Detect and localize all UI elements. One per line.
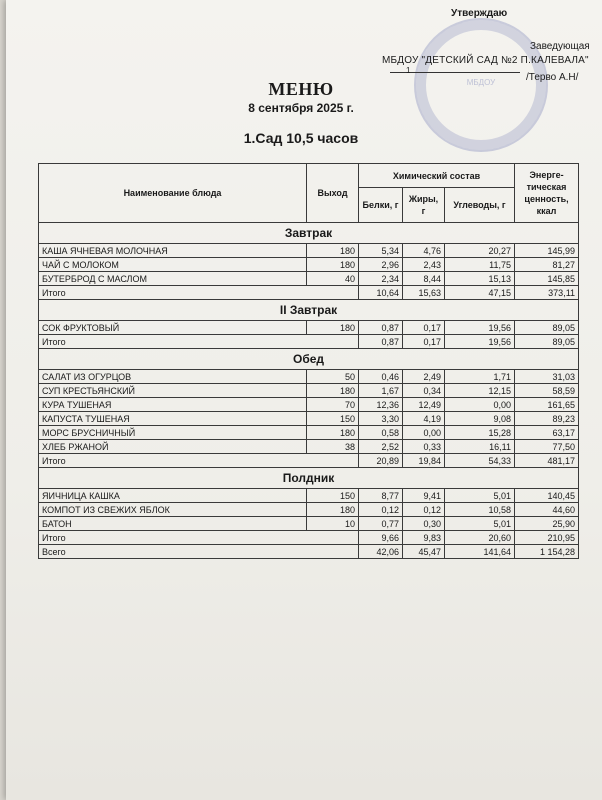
dish-protein: 12,36 <box>359 398 403 412</box>
dish-yield: 180 <box>307 426 359 440</box>
total-label: Итого <box>39 286 359 300</box>
column-header-energy: Энерге-тическая ценность, ккал <box>515 164 579 223</box>
dish-name: КОМПОТ ИЗ СВЕЖИХ ЯБЛОК <box>39 503 307 517</box>
column-header-name: Наименование блюда <box>39 164 307 223</box>
total-energy: 89,05 <box>515 335 579 349</box>
dish-yield: 180 <box>307 503 359 517</box>
dish-yield: 180 <box>307 321 359 335</box>
dish-yield: 180 <box>307 384 359 398</box>
dish-carbs: 12,15 <box>445 384 515 398</box>
dish-carbs: 5,01 <box>445 517 515 531</box>
total-carbs: 47,15 <box>445 286 515 300</box>
dish-row <box>39 272 579 286</box>
dish-name: КУРА ТУШЕНАЯ <box>39 398 307 412</box>
dish-yield: 10 <box>307 517 359 531</box>
total-fat: 9,83 <box>403 531 445 545</box>
dish-carbs: 9,08 <box>445 412 515 426</box>
total-energy: 481,17 <box>515 454 579 468</box>
page-title: МЕНЮ <box>268 79 334 99</box>
approval-label: Утверждаю <box>451 8 508 19</box>
dish-protein: 2,34 <box>359 272 403 286</box>
total-carbs: 20,60 <box>445 531 515 545</box>
dish-protein: 2,52 <box>359 440 403 454</box>
column-header-fat: Жиры, г <box>403 188 445 223</box>
dish-fat: 2,43 <box>403 258 445 272</box>
dish-fat: 8,44 <box>403 272 445 286</box>
dish-energy: 81,27 <box>515 258 579 272</box>
dish-energy: 89,23 <box>515 412 579 426</box>
dish-row <box>39 321 579 335</box>
dish-name: МОРС БРУСНИЧНЫЙ <box>39 426 307 440</box>
dish-name: БАТОН <box>39 517 307 531</box>
dish-energy: 89,05 <box>515 321 579 335</box>
meal-section-title: II Завтрак <box>39 300 579 321</box>
dish-row <box>39 398 579 412</box>
total-energy: 373,11 <box>515 286 579 300</box>
dish-row <box>39 370 579 384</box>
total-protein: 9,66 <box>359 531 403 545</box>
dish-carbs: 20,27 <box>445 244 515 258</box>
dish-row <box>39 244 579 258</box>
dish-protein: 8,77 <box>359 489 403 503</box>
dish-carbs: 10,58 <box>445 503 515 517</box>
total-label: Итого <box>39 335 359 349</box>
dish-yield: 40 <box>307 272 359 286</box>
approver-position: Заведующая <box>530 41 590 52</box>
dish-yield: 50 <box>307 370 359 384</box>
dish-energy: 25,90 <box>515 517 579 531</box>
meal-section-title: Полдник <box>39 468 579 489</box>
total-fat: 15,63 <box>403 286 445 300</box>
grand-total-protein: 42,06 <box>359 545 403 559</box>
total-carbs: 19,56 <box>445 335 515 349</box>
dish-protein: 1,67 <box>359 384 403 398</box>
dish-carbs: 1,71 <box>445 370 515 384</box>
dish-yield: 38 <box>307 440 359 454</box>
column-header-yield: Выход <box>307 164 359 223</box>
menu-table-body <box>39 223 579 559</box>
dish-fat: 12,49 <box>403 398 445 412</box>
dish-fat: 0,33 <box>403 440 445 454</box>
dish-fat: 0,34 <box>403 384 445 398</box>
dish-name: КАПУСТА ТУШЕНАЯ <box>39 412 307 426</box>
dish-row <box>39 489 579 503</box>
grand-total-fat: 45,47 <box>403 545 445 559</box>
dish-fat: 0,00 <box>403 426 445 440</box>
meal-section-title: Завтрак <box>39 223 579 244</box>
dish-yield: 150 <box>307 412 359 426</box>
total-protein: 20,89 <box>359 454 403 468</box>
dish-protein: 0,77 <box>359 517 403 531</box>
dish-energy: 145,85 <box>515 272 579 286</box>
dish-name: САЛАТ ИЗ ОГУРЦОВ <box>39 370 307 384</box>
dish-carbs: 15,28 <box>445 426 515 440</box>
dish-yield: 180 <box>307 258 359 272</box>
dish-name: СОК ФРУКТОВЫЙ <box>39 321 307 335</box>
grand-total-row <box>39 545 579 559</box>
official-stamp-seal: МБДОУ <box>414 18 548 152</box>
meal-section-row <box>39 468 579 489</box>
grand-total-energy: 1 154,28 <box>515 545 579 559</box>
dish-energy: 63,17 <box>515 426 579 440</box>
signature-mark: 1 <box>406 66 411 75</box>
dish-carbs: 16,11 <box>445 440 515 454</box>
total-fat: 19,84 <box>403 454 445 468</box>
dish-energy: 58,59 <box>515 384 579 398</box>
dish-row <box>39 440 579 454</box>
dish-protein: 0,12 <box>359 503 403 517</box>
dish-energy: 77,50 <box>515 440 579 454</box>
dish-fat: 0,12 <box>403 503 445 517</box>
dish-fat: 2,49 <box>403 370 445 384</box>
dish-carbs: 5,01 <box>445 489 515 503</box>
dish-name: ЯИЧНИЦА КАШКА <box>39 489 307 503</box>
section-total-row <box>39 531 579 545</box>
dish-yield: 70 <box>307 398 359 412</box>
dish-energy: 145,99 <box>515 244 579 258</box>
dish-protein: 0,87 <box>359 321 403 335</box>
menu-date: 8 сентября 2025 г. <box>248 101 354 115</box>
dish-fat: 4,19 <box>403 412 445 426</box>
dish-protein: 5,34 <box>359 244 403 258</box>
total-protein: 0,87 <box>359 335 403 349</box>
dish-row <box>39 412 579 426</box>
column-header-carbs: Углеводы, г <box>445 188 515 223</box>
column-header-protein: Белки, г <box>359 188 403 223</box>
dish-name: КАША ЯЧНЕВАЯ МОЛОЧНАЯ <box>39 244 307 258</box>
dish-protein: 0,46 <box>359 370 403 384</box>
total-label: Итого <box>39 531 359 545</box>
dish-row <box>39 384 579 398</box>
dish-name: ЧАЙ С МОЛОКОМ <box>39 258 307 272</box>
dish-name: ХЛЕБ РЖАНОЙ <box>39 440 307 454</box>
meal-section-row <box>39 349 579 370</box>
dish-row <box>39 426 579 440</box>
dish-carbs: 19,56 <box>445 321 515 335</box>
section-total-row <box>39 286 579 300</box>
grand-total-carbs: 141,64 <box>445 545 515 559</box>
meal-section-row <box>39 300 579 321</box>
dish-fat: 9,41 <box>403 489 445 503</box>
organization-name: МБДОУ "ДЕТСКИЙ САД №2 П.КАЛЕВАЛА" <box>382 55 589 66</box>
dish-row <box>39 258 579 272</box>
meal-section-title: Обед <box>39 349 579 370</box>
dish-name: БУТЕРБРОД С МАСЛОМ <box>39 272 307 286</box>
dish-yield: 180 <box>307 244 359 258</box>
dish-protein: 3,30 <box>359 412 403 426</box>
dish-fat: 4,76 <box>403 244 445 258</box>
meal-section-row <box>39 223 579 244</box>
total-label: Итого <box>39 454 359 468</box>
total-energy: 210,95 <box>515 531 579 545</box>
total-fat: 0,17 <box>403 335 445 349</box>
dish-carbs: 11,75 <box>445 258 515 272</box>
dish-carbs: 0,00 <box>445 398 515 412</box>
menu-table <box>38 163 579 559</box>
dish-carbs: 15,13 <box>445 272 515 286</box>
dish-row <box>39 503 579 517</box>
total-carbs: 54,33 <box>445 454 515 468</box>
section-total-row <box>39 335 579 349</box>
dish-protein: 2,96 <box>359 258 403 272</box>
dish-fat: 0,30 <box>403 517 445 531</box>
dish-energy: 44,60 <box>515 503 579 517</box>
dish-row <box>39 517 579 531</box>
dish-fat: 0,17 <box>403 321 445 335</box>
dish-yield: 150 <box>307 489 359 503</box>
total-protein: 10,64 <box>359 286 403 300</box>
dish-protein: 0,58 <box>359 426 403 440</box>
dish-name: СУП КРЕСТЬЯНСКИЙ <box>39 384 307 398</box>
column-header-chem: Химический состав <box>359 164 515 188</box>
group-label: 1.Сад 10,5 часов <box>243 130 359 146</box>
approver-name: /Терво А.Н/ <box>526 72 579 83</box>
grand-total-label: Всего <box>39 545 359 559</box>
section-total-row <box>39 454 579 468</box>
dish-energy: 140,45 <box>515 489 579 503</box>
dish-energy: 161,65 <box>515 398 579 412</box>
dish-energy: 31,03 <box>515 370 579 384</box>
